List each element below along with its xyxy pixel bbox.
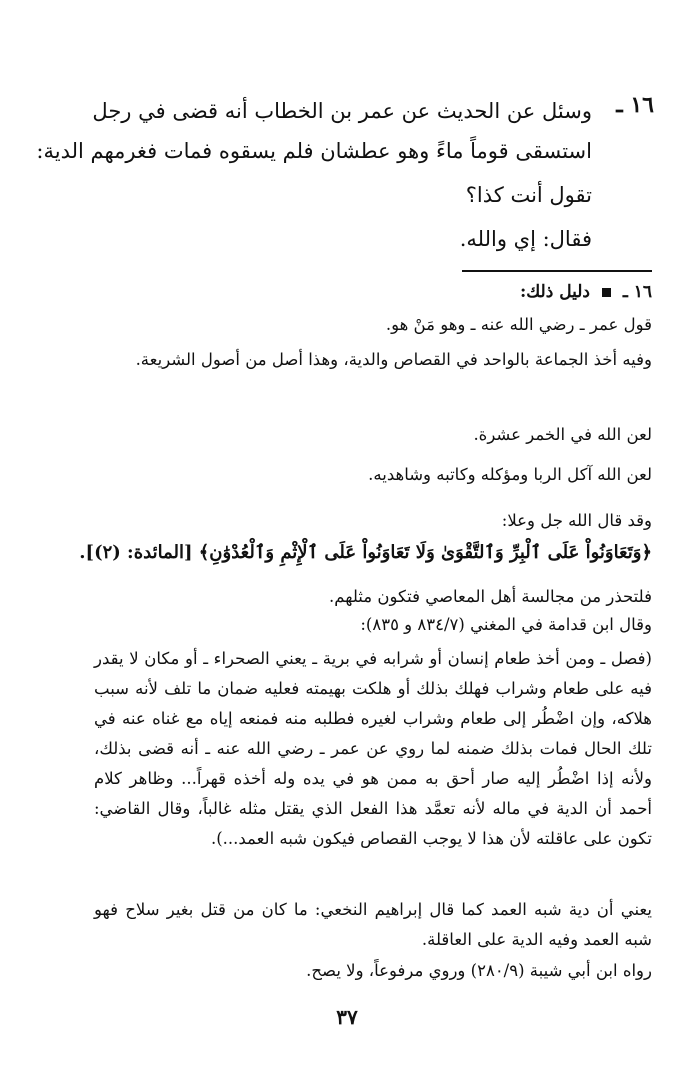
question-line-2: استسقى قوماً ماءً وهو عطشان فلم يسقوه فمات فغرمهم الدية: (36, 139, 592, 163)
footnote-paragraph-10: رواه ابن أبي شيبة (٢٨٠/٩) وروي مرفوعاً، ولا يصح. (306, 961, 652, 980)
footnote-number: ١٦ ـ (622, 282, 652, 302)
footnote-paragraph-7: وقال ابن قدامة في المغني (٨٣٤/٧ و ٨٣٥): (360, 615, 652, 634)
footnote-heading-label: دليل ذلك: (519, 282, 590, 302)
footnote-heading (520, 282, 652, 302)
footnote-paragraph-5: وقد قال الله جل وعلا: (501, 511, 652, 530)
footnote-paragraph-6: فلتحذر من مجالسة أهل المعاصي فتكون مثلهم. (329, 587, 652, 606)
footnote-paragraph-4: لعن الله آكل الربا ومؤكله وكاتبه وشاهديه. (368, 465, 652, 484)
footnote-divider (462, 270, 652, 272)
question-line-3: تقول أنت كذا؟ (465, 183, 592, 207)
question-line-1: وسئل عن الحديث عن عمر بن الخطاب أنه قضى في رجل (92, 99, 592, 123)
page-number: ٣٧ (336, 1005, 358, 1029)
footnote-paragraph-3: لعن الله في الخمر عشرة. (473, 425, 652, 444)
question-number: ١٦ ـ (616, 92, 654, 118)
quran-verse: ﴿وَتَعَاوَنُواْ عَلَى ٱلْبِرِّ وَٱلتَّقْوَىٰ وَلَا تَعَاوَنُواْ عَلَى ٱلْإِثْمِ وَٱلْعُدْوَٰنِ﴾ [المائدة: (٢)]. (79, 542, 652, 563)
footnote-paragraph-9: يعني أن دية شبه العمد كما قال إبراهيم النخعي: ما كان من قتل بغير سلاح فهو شبه العمد وفيه الدية على العاقلة. (94, 900, 652, 949)
footnote-paragraph-1: قول عمر ـ رضي الله عنه ـ وهو مَنْ هو. (385, 315, 652, 334)
footnote-paragraph-2: وفيه أخذ الجماعة بالواحد في القصاص والدية، وهذا أصل من أصول الشريعة. (135, 350, 652, 369)
footnote-quotation: (فصل ـ ومن أخذ طعام إنسان أو شرابه في برية ـ يعني الصحراء ـ أو مكان لا يقدر فيه على طعام وشراب فهلك بذلك أو هلكت بهيمته فعليه ضمان ما تلف لأنه سبب هلاكه، وإن اضْطُر إلى طعام وشراب لغيره فطلبه منه فمنعه إياه مع غناه عنه في تلك الحال فمات بذلك ضمنه لما روي عن عمر ـ رضي الله عنه ـ أنه قضى بذلك، ولأنه إذا اضْطُر إليه صار أحق به ممن هو في يده وله أخذه قهراً... وظاهر كلام أحمد أن الدية في ماله لأنه تعمَّد هذا الفعل الذي يقتل مثله غالباً، وقال القاضي: تكون على عاقلته لأن هذا لا يوجب القصاص فيكون شبه العمد...). (94, 649, 652, 848)
answer-line: فقال: إي والله. (459, 227, 592, 251)
square-bullet-icon (602, 288, 611, 297)
